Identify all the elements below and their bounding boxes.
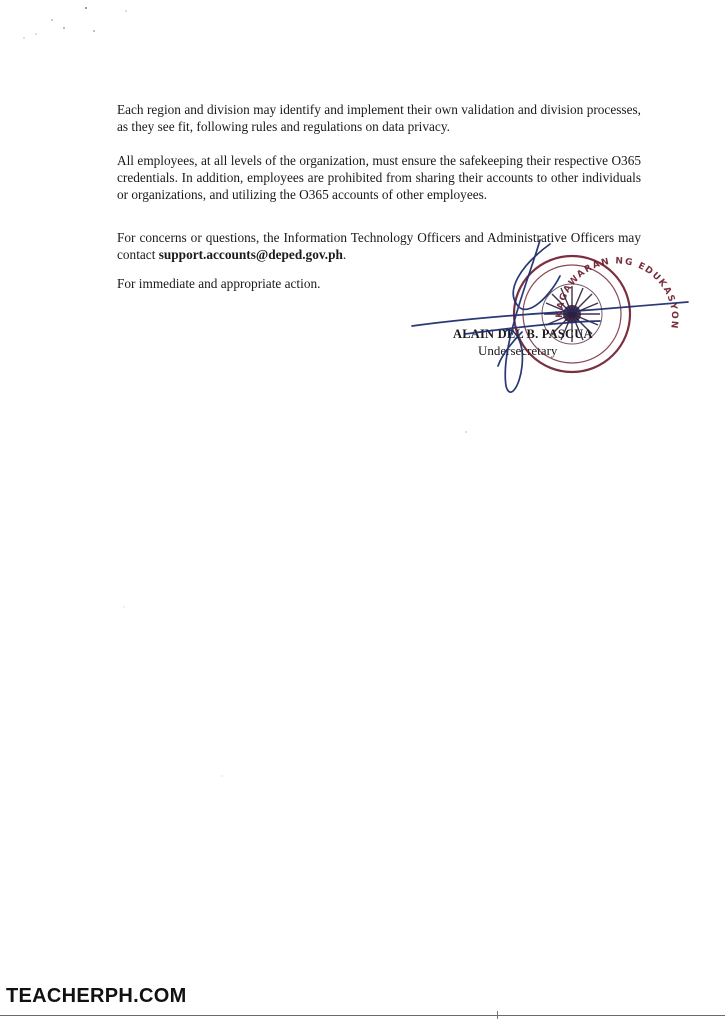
paragraph-credentials: [117, 152, 641, 203]
support-email[interactable]: support.accounts@deped.gov.ph: [158, 247, 343, 262]
paragraph-contact-suffix: .: [342, 247, 347, 262]
paragraph-validation-line1: Each region and division may identify and implement their own validation and: [117, 102, 538, 117]
signatory-title: Undersecretary: [478, 343, 558, 358]
signatory-name: ALAIN DEL B. PASCUA: [453, 327, 593, 341]
footer-divider: [0, 1015, 725, 1016]
paragraph-contact-line1: For concerns or questions, the Information Technology Officers and Administrative: [117, 230, 567, 245]
footer-brand-logo: TEACHERPH.COM: [6, 985, 187, 1007]
paragraph-credentials-line1: All employees, at all levels of the organization, must ensure the safekeeping their: [117, 153, 551, 168]
seal-ring-text: KAGAWARAN NG EDUKASYON: [554, 256, 680, 331]
official-seal-and-signature: [410, 236, 700, 406]
paragraph-validation-rest: division processes, as they see fit, following rules and regulations on data privacy.: [117, 102, 641, 134]
paragraph-validation: [117, 101, 641, 135]
paragraph-contact-prefix: Officers may contact: [117, 230, 641, 262]
paragraph-credentials-rest: respective O365 credentials. In addition, employees are prohibited from sharing their accounts to other individuals or organizations, and utilizing the O365 accounts of other employees.: [117, 153, 641, 202]
footer-tick-mark: [497, 1011, 498, 1019]
paragraph-action-text: For immediate and appropriate action.: [117, 276, 321, 291]
signature-strokes: [412, 240, 688, 392]
